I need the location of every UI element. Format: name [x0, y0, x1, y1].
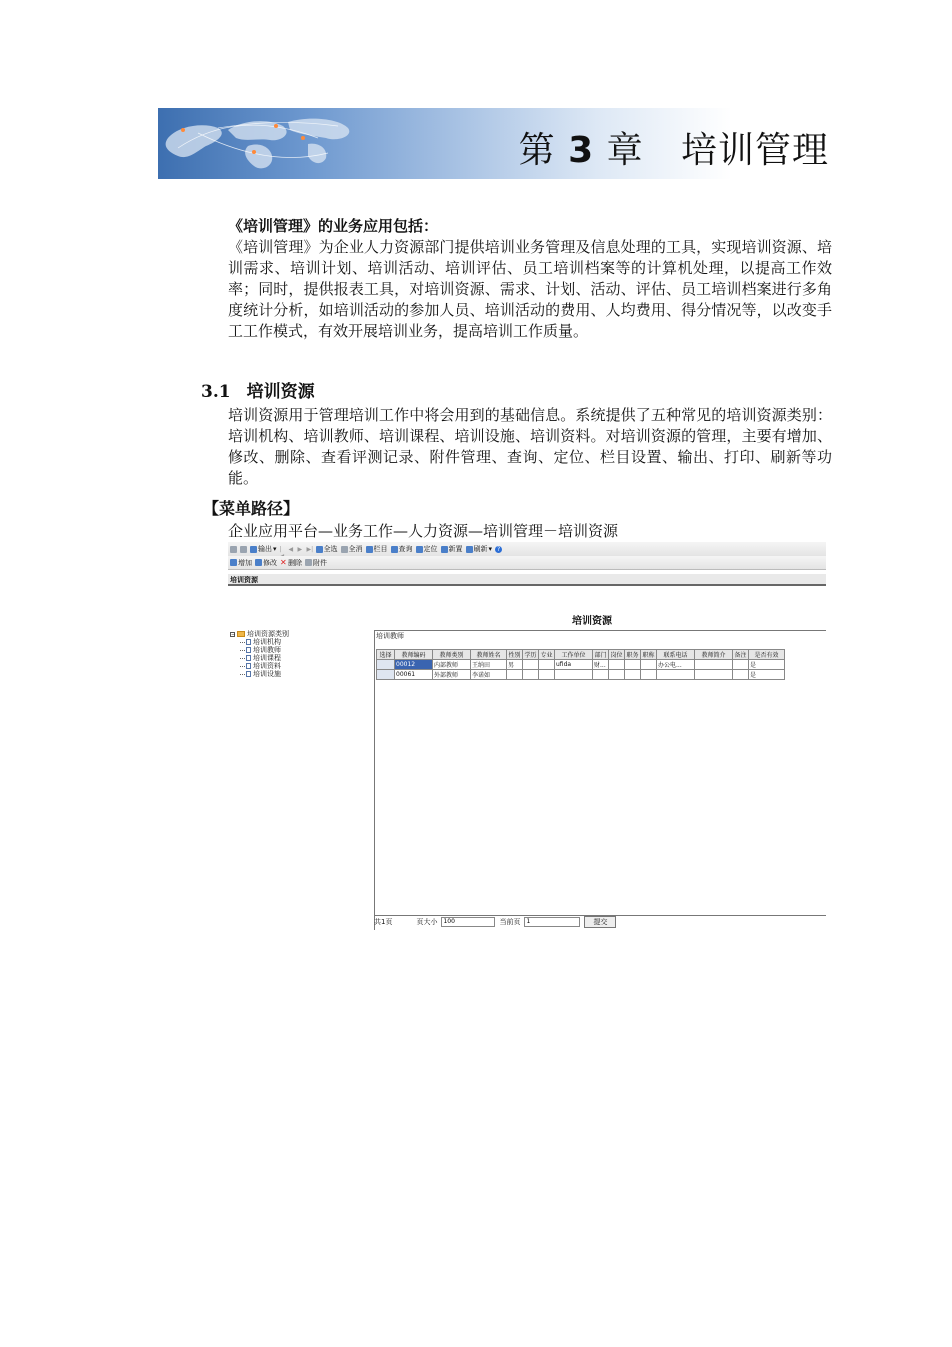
first-icon[interactable]: |: [279, 545, 282, 553]
table-cell[interactable]: [657, 670, 695, 680]
deselect-icon: [341, 546, 348, 553]
edit-button[interactable]: 修改: [255, 558, 277, 568]
locate-icon: [416, 546, 423, 553]
table-cell[interactable]: [733, 660, 749, 670]
table-cell[interactable]: [377, 670, 395, 680]
delete-icon: ✕: [280, 558, 287, 567]
table-cell[interactable]: [609, 660, 625, 670]
collapse-icon[interactable]: −: [231, 631, 236, 638]
table-cell[interactable]: [523, 660, 539, 670]
table-cell[interactable]: [523, 670, 539, 680]
table-row[interactable]: [377, 660, 785, 670]
column-header[interactable]: 岗位: [609, 650, 625, 660]
column-header[interactable]: 备注: [733, 650, 749, 660]
table-cell[interactable]: [539, 660, 555, 670]
tab-bar: [228, 574, 826, 586]
teacher-table: [376, 649, 785, 680]
reset-button[interactable]: 新置: [441, 544, 463, 554]
table-cell[interactable]: 是: [749, 670, 785, 680]
columns-button[interactable]: 栏目: [366, 544, 388, 554]
resource-tree: [230, 630, 370, 678]
grid-pane: [374, 630, 826, 930]
section-heading: 3.1 培训资源: [201, 382, 315, 402]
column-header[interactable]: 联系电话: [657, 650, 695, 660]
table-cell[interactable]: 王纳田: [471, 660, 507, 670]
tree-item[interactable]: 培训机构: [230, 638, 370, 646]
tree-root[interactable]: − 培训资源类别: [231, 630, 289, 638]
table-cell[interactable]: 外部教师: [433, 670, 471, 680]
grid-title: 培训教师: [376, 632, 404, 640]
column-header[interactable]: 工作单位: [555, 650, 593, 660]
table-cell[interactable]: 00012: [395, 660, 433, 670]
intro-paragraph: 《培训管理》为企业人力资源部门提供培训业务管理及信息处理的工具，实现培训资源、培训需求、培训计划、培训活动、培训评估、员工培训档案等的计算机处理，以提高工作效率；同时，提供报表工具，对培训资源、需求、计划、活动、评估、员工培训档案进行多角度统计分析，如培训活动的参加人员、培训活动的费用、人均费用、得分情况等，以改变手工工作模式，有效开展培训业务，提高培训工作质量。: [228, 238, 832, 340]
export-button[interactable]: 输出 ▾: [250, 544, 277, 554]
query-button[interactable]: 查询: [391, 544, 413, 554]
document-icon: [246, 647, 251, 653]
table-row[interactable]: [377, 670, 785, 680]
table-header-row: [377, 650, 785, 660]
table-cell[interactable]: [641, 660, 657, 670]
table-cell[interactable]: 男: [507, 660, 523, 670]
refresh-button[interactable]: 刷新 ▾: [466, 544, 493, 554]
tree-item[interactable]: 培训教师: [230, 646, 370, 654]
toolbar-secondary: [228, 556, 826, 570]
document-icon: [246, 671, 251, 677]
reset-icon: [441, 546, 448, 553]
tree-item[interactable]: 培训课程: [230, 654, 370, 662]
column-header[interactable]: 教师简介: [695, 650, 733, 660]
attachment-icon: [305, 559, 312, 566]
table-cell[interactable]: ufida: [555, 660, 593, 670]
table-cell[interactable]: [539, 670, 555, 680]
app-screenshot: [228, 540, 826, 930]
table-cell[interactable]: 李诺如: [471, 670, 507, 680]
tree-item[interactable]: 培训资料: [230, 662, 370, 670]
select-all-button[interactable]: 全选: [316, 544, 338, 554]
last-icon[interactable]: ▶|: [306, 545, 314, 553]
tree-item[interactable]: 培训设施: [230, 670, 370, 678]
document-icon: [246, 639, 251, 645]
table-cell[interactable]: [733, 670, 749, 680]
chapter-banner: [158, 108, 833, 179]
column-header[interactable]: 学历: [523, 650, 539, 660]
folder-icon: [237, 631, 245, 637]
column-header[interactable]: 教师编码: [395, 650, 433, 660]
help-icon[interactable]: ?: [496, 545, 501, 553]
select-all-icon: [316, 546, 323, 553]
preview-icon[interactable]: [240, 546, 247, 553]
table-cell[interactable]: [507, 670, 523, 680]
next-icon[interactable]: ▶: [297, 545, 303, 553]
locate-button[interactable]: 定位: [416, 544, 438, 554]
table-cell[interactable]: 内部教师: [433, 660, 471, 670]
delete-button[interactable]: ✕ 删除: [280, 558, 302, 567]
column-header[interactable]: 部门: [593, 650, 609, 660]
column-header[interactable]: 教师姓名: [471, 650, 507, 660]
column-header[interactable]: 职称: [641, 650, 657, 660]
current-page-input[interactable]: [524, 917, 580, 927]
pagination-bar: [374, 915, 826, 927]
column-header[interactable]: 是否有效: [749, 650, 785, 660]
menu-path-label: 【菜单路径】: [203, 499, 300, 518]
section-paragraph: 培训资源用于管理培训工作中将会用到的基础信息。系统提供了五种常见的培训资源类别：培训机构、培训教师、培训课程、培训设施、培训资料。对培训资源的管理，主要有增加、修改、删除、查看评测记录、附件管理、查询、定位、栏目设置、输出、打印、刷新等功能。: [228, 406, 832, 487]
table-cell[interactable]: 是: [749, 660, 785, 670]
table-cell[interactable]: [555, 670, 593, 680]
table-cell[interactable]: 办公电...: [657, 660, 695, 670]
menu-path: 企业应用平台—业务工作—人力资源—培训管理－培训资源: [228, 522, 619, 540]
submit-button[interactable]: 提交: [584, 916, 616, 928]
current-page-label: 当前页: [499, 917, 521, 926]
page-size-label: 页大小: [416, 917, 438, 926]
query-icon: [391, 546, 398, 553]
table-cell[interactable]: [593, 670, 609, 680]
table-cell[interactable]: [625, 670, 641, 680]
chapter-title: 第 3 章 培训管理: [518, 130, 829, 171]
total-pages: 共1页: [374, 917, 393, 926]
deselect-all-button[interactable]: 全消: [341, 544, 363, 554]
document-icon: [246, 655, 251, 661]
column-header[interactable]: 教师类别: [433, 650, 471, 660]
column-header[interactable]: 职务: [625, 650, 641, 660]
add-button[interactable]: 增加: [230, 558, 252, 568]
table-cell[interactable]: [695, 660, 733, 670]
add-icon: [230, 559, 237, 566]
table-cell[interactable]: 财...: [593, 660, 609, 670]
table-cell[interactable]: [377, 660, 395, 670]
column-header[interactable]: 选择: [377, 650, 395, 660]
column-header[interactable]: 性别: [507, 650, 523, 660]
attachment-button[interactable]: 附件: [305, 558, 327, 568]
prev-icon[interactable]: ◀: [288, 545, 294, 553]
table-cell[interactable]: [625, 660, 641, 670]
intro-heading: 《培训管理》的业务应用包括：: [228, 217, 439, 235]
refresh-icon: [466, 546, 473, 553]
columns-icon: [366, 546, 373, 553]
table-cell[interactable]: 00061: [395, 670, 433, 680]
table-cell[interactable]: [695, 670, 733, 680]
tab-training-resources[interactable]: 培训资源: [230, 576, 258, 584]
edit-icon: [255, 559, 262, 566]
column-header[interactable]: 专业: [539, 650, 555, 660]
toolbar-primary: [228, 542, 826, 556]
export-icon: [250, 546, 257, 553]
panel-title: 培训资源: [572, 616, 612, 627]
document-icon: [246, 663, 251, 669]
table-cell[interactable]: [641, 670, 657, 680]
print-icon[interactable]: [230, 546, 237, 553]
table-cell[interactable]: [609, 670, 625, 680]
page-size-input[interactable]: [441, 917, 495, 927]
